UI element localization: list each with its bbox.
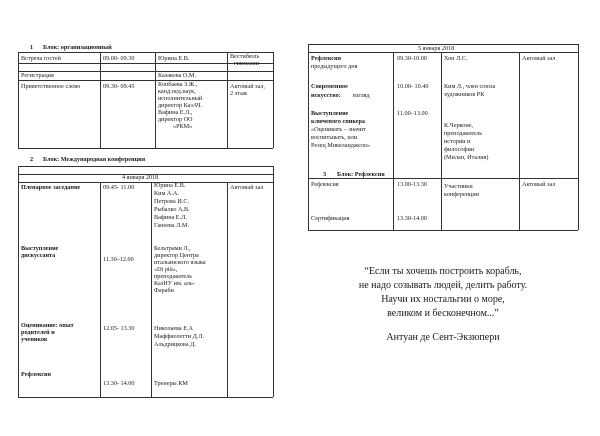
row-name: Рефлексия xyxy=(311,55,341,62)
section-number: 3 xyxy=(323,171,327,178)
date-heading: 5 января 2018 xyxy=(418,45,455,52)
row-time: 13.30- 14.00 xyxy=(103,380,135,387)
row-time: 09.30- 09.45 xyxy=(103,83,135,90)
date-heading: 4 января 2018 xyxy=(122,174,159,181)
section-title: Блок: Международная конференция xyxy=(43,156,146,163)
row-name: Пленарное заседание xyxy=(21,184,81,191)
row-place: Актовый зал, xyxy=(230,83,265,90)
row-name: Выступление xyxy=(311,110,349,117)
section-number: 1 xyxy=(30,44,34,51)
row-speaker: Копбаева З.Ж., xyxy=(158,81,198,88)
row-speaker: Юрина Е.В. xyxy=(154,182,186,189)
row-name: Современное xyxy=(311,83,348,90)
row-speaker: Хон Л.С. xyxy=(444,55,468,62)
row-subtitle: взгляд xyxy=(353,92,370,99)
row-name: Оценивание: опыт xyxy=(21,322,74,329)
row-name: Встреча гостей xyxy=(21,55,61,62)
row-speaker: Бельтрами Л., xyxy=(154,245,191,252)
row-time: 09.00- 09.30 xyxy=(103,55,135,62)
row-speaker: Казакова О.М. xyxy=(158,72,196,79)
row-time: 13.00-13.30 xyxy=(397,181,427,188)
row-name: Приветственное слово xyxy=(21,83,81,90)
row-place: гимназии xyxy=(234,60,259,67)
row-time: 09.30-10.00 xyxy=(397,55,427,62)
row-speaker: Николаева Е.А xyxy=(154,325,193,332)
row-time: 13.30-14.00 xyxy=(397,215,427,222)
row-place: Актовый зал xyxy=(522,55,556,62)
row-time: 11.30–12.00 xyxy=(103,256,134,263)
row-place: Вестибюль xyxy=(230,53,260,60)
row-name: Рефлексия xyxy=(311,181,339,188)
quote-line: не надо созывать людей, делить работу. xyxy=(358,280,528,291)
quote-line: великом и бесконечном...” xyxy=(387,308,499,319)
row-name: Сертификация xyxy=(311,215,350,222)
row-time: 12.05- 13.30 xyxy=(103,325,135,332)
row-subtitle: предыдущего дня xyxy=(311,63,358,70)
row-speaker: Ким Л., член союза xyxy=(444,83,496,90)
row-time: 11.00–13.00 xyxy=(397,110,428,117)
row-speaker: Тренеры КМ xyxy=(154,380,188,387)
row-time: 09.45- 11.00 xyxy=(103,184,135,191)
section-number: 2 xyxy=(30,156,34,163)
row-subtitle: «Оценивать – значит xyxy=(311,126,366,133)
row-place: Актовый зал xyxy=(522,181,556,188)
row-speaker: К.Черконе, xyxy=(444,122,473,129)
row-speaker: Участники xyxy=(444,183,473,190)
quote-line: Научи их ностальгии о море, xyxy=(381,294,505,305)
section-title: Блок: организационный xyxy=(43,44,112,51)
row-name: Выступление xyxy=(21,245,59,252)
row-name: Рефлексия xyxy=(21,371,51,378)
section-title: Блок: Рефлексия xyxy=(337,171,385,178)
row-name: Регистрация xyxy=(21,72,54,79)
quote-author: Антуан де Сент-Экзюпери xyxy=(386,332,500,343)
row-time: 10.00- 10.40 xyxy=(397,83,429,90)
row-speaker: Юрина Е.В. xyxy=(158,55,190,62)
row-place: Актовый зал xyxy=(230,184,264,191)
quote-line: “Если ты хочешь построить корабль, xyxy=(364,266,522,277)
